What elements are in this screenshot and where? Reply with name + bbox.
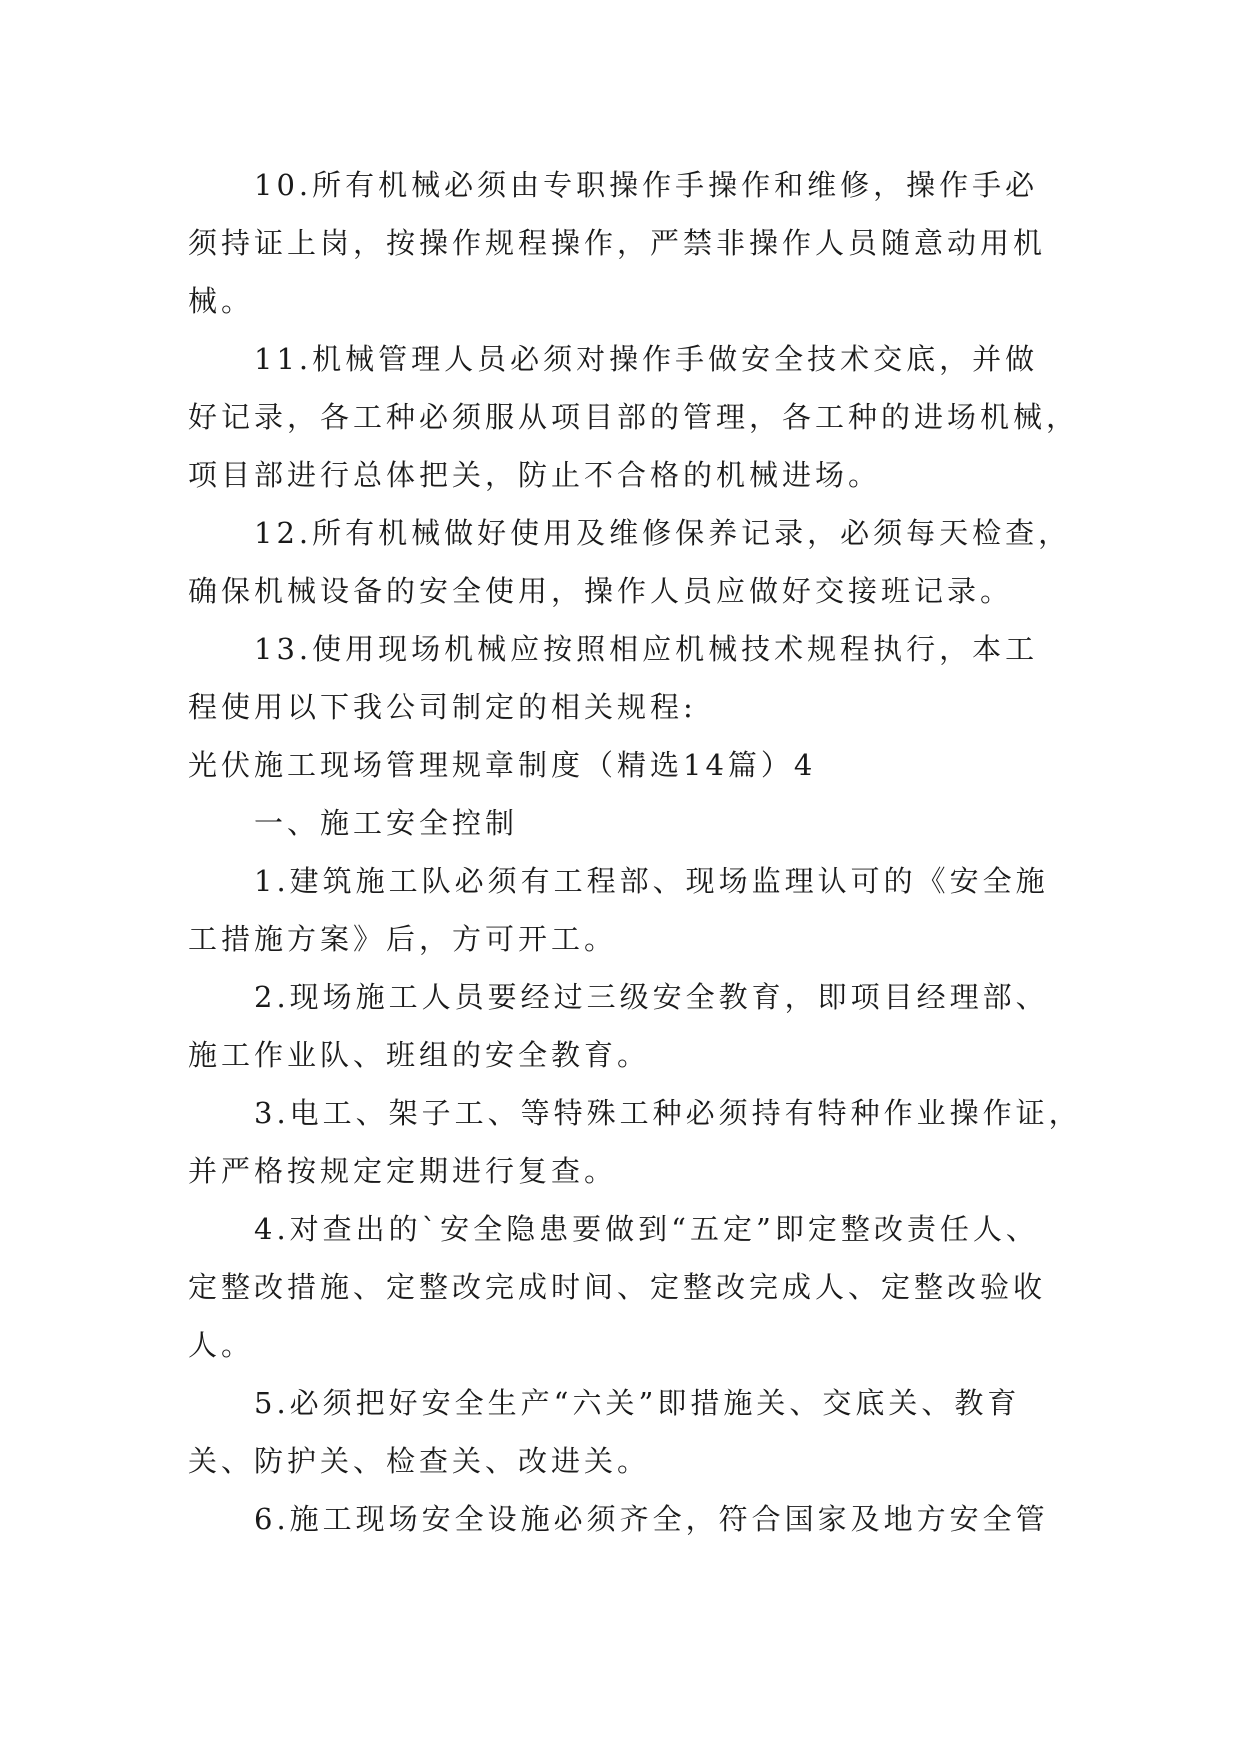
text-line: 程使用以下我公司制定的相关规程: — [188, 690, 697, 724]
text-line: 3.电工、架子工、等特殊工种必须持有特种作业操作证， — [254, 1096, 1082, 1130]
text-line: 11.机械管理人员必须对操作手做安全技术交底，并做 — [254, 342, 1039, 376]
text-line: 项目部进行总体把关，防止不合格的机械进场。 — [188, 458, 882, 492]
text-line: 5.必须把好安全生产“六关”即措施关、交底关、教育 — [254, 1386, 1021, 1420]
text-line: 12.所有机械做好使用及维修保养记录，必须每天检查， — [254, 516, 1072, 550]
section-heading: 一、施工安全控制 — [254, 806, 519, 840]
text-line: 人。 — [188, 1328, 255, 1362]
text-line: 1.建筑施工队必须有工程部、现场监理认可的《安全施 — [254, 864, 1049, 898]
text-line: 关、防护关、检查关、改进关。 — [188, 1444, 651, 1478]
text-line: 好记录，各工种必须服从项目部的管理，各工种的进场机械， — [188, 400, 1080, 434]
text-line: 并严格按规定定期进行复查。 — [188, 1154, 618, 1188]
text-line: 须持证上岗，按操作规程操作，严禁非操作人员随意动用机 — [188, 226, 1047, 260]
text-line: 10.所有机械必须由专职操作手操作和维修，操作手必 — [254, 168, 1039, 202]
text-line: 定整改措施、定整改完成时间、定整改完成人、定整改验收 — [188, 1270, 1047, 1304]
text-line: 械。 — [188, 284, 255, 318]
text-line: 13.使用现场机械应按照相应机械技术规程执行，本工 — [254, 632, 1039, 666]
text-line: 确保机械设备的安全使用，操作人员应做好交接班记录。 — [188, 574, 1014, 608]
text-line: 4.对查出的`安全隐患要做到“五定”即定整改责任人、 — [254, 1212, 1039, 1246]
text-line: 工措施方案》后，方可开工。 — [188, 922, 618, 956]
section-title: 光伏施工现场管理规章制度（精选14篇）4 — [188, 748, 817, 782]
document-page — [188, 156, 1082, 1548]
text-line: 6.施工现场安全设施必须齐全，符合国家及地方安全管 — [254, 1502, 1049, 1536]
text-line: 2.现场施工人员要经过三级安全教育，即项目经理部、 — [254, 980, 1049, 1014]
text-line: 施工作业队、班组的安全教育。 — [188, 1038, 651, 1072]
